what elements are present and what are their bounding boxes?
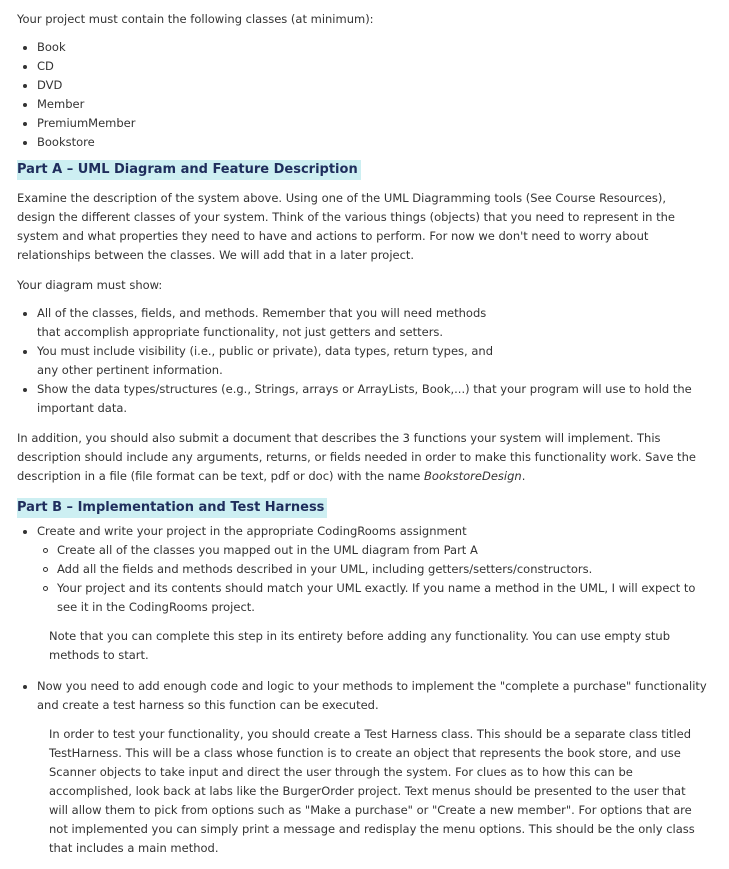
implementation-step-label: Create and write your project in the appropriate CodingRooms assignment xyxy=(37,524,467,538)
class-item: Book xyxy=(17,38,707,57)
class-item: CD xyxy=(17,57,707,76)
test-harness-step-label: Now you need to add enough code and logic to your methods to implement the "complete a purchase" functionality and create a test harness so this function can be executed. xyxy=(37,679,707,712)
part-a-heading: Part A – UML Diagram and Feature Description xyxy=(17,160,361,180)
substep-item: Your project and its contents should match your UML exactly. If you name a method in the UML, I will expect to see it in the CodingRooms project. xyxy=(37,579,707,617)
test-harness-step xyxy=(17,677,707,858)
part-b-heading-row xyxy=(17,498,707,518)
substep-item: Create all of the classes you mapped out in the UML diagram from Part A xyxy=(37,541,707,560)
design-filename: BookstoreDesign xyxy=(424,469,522,483)
diagram-requirements-list xyxy=(17,304,707,418)
class-item: DVD xyxy=(17,76,707,95)
class-item: Member xyxy=(17,95,707,114)
part-a-heading-row xyxy=(17,160,707,180)
part-b-list xyxy=(17,522,707,665)
requirement-item: You must include visibility (i.e., public or private), data types, return types, and any other pertinent information. xyxy=(17,342,507,380)
part-b-list-2 xyxy=(17,677,707,858)
requirement-item: Show the data types/structures (e.g., Strings, arrays or ArrayLists, Book,...) that your program will use to hold the important data. xyxy=(17,380,707,418)
stub-methods-note: Note that you can complete this step in its entirety before adding any functionality. You can use empty stub methods to start. xyxy=(49,629,670,662)
class-list xyxy=(17,38,707,152)
class-item: Bookstore xyxy=(17,133,707,152)
diagram-requirements-intro: Your diagram must show: xyxy=(17,278,163,292)
class-item: PremiumMember xyxy=(17,114,707,133)
part-a-description: Examine the description of the system above. Using one of the UML Diagramming tools (See Course Resources), design the different classes of your system. Think of the various things (objects) that you need to represent in the system and what properties they need to have and actions to perform. For now we don't need to worry about relationships between the classes. We will add that in a later project. xyxy=(17,191,675,262)
implementation-step xyxy=(17,522,707,665)
implementation-substeps xyxy=(37,541,707,617)
functions-document-body: In addition, you should also submit a document that describes the 3 functions your system will implement. This description should include any arguments, returns, or fields needed in order to make this functionality work. Save the description in a file (file format can be text, pdf or doc) with the name xyxy=(17,431,696,483)
part-b-heading: Part B – Implementation and Test Harness xyxy=(17,498,327,518)
functions-document-text xyxy=(17,429,707,486)
requirement-item: All of the classes, fields, and methods. Remember that you will need methods that accomplish appropriate functionality, not just getters and setters. xyxy=(17,304,507,342)
substep-item: Add all the fields and methods described in your UML, including getters/setters/constructors. xyxy=(37,560,707,579)
functions-document-end: . xyxy=(521,469,526,483)
intro-text: Your project must contain the following classes (at minimum): xyxy=(17,12,374,26)
test-harness-note: In order to test your functionality, you should create a Test Harness class. This should be a separate class titled TestHarness. This will be a class whose function is to create an object that represents the book store, and use Scanner objects to take input and direct the user through the system. For clues as to how this can be accomplished, look back at labs like the BurgerOrder project. Text menus should be presented to the user that will allow them to pick from options such as "Make a purchase" or "Create a new member". For options that are not implemented you can simply print a message and redisplay the menu options. This should be the only class that includes a main method. xyxy=(49,727,695,855)
